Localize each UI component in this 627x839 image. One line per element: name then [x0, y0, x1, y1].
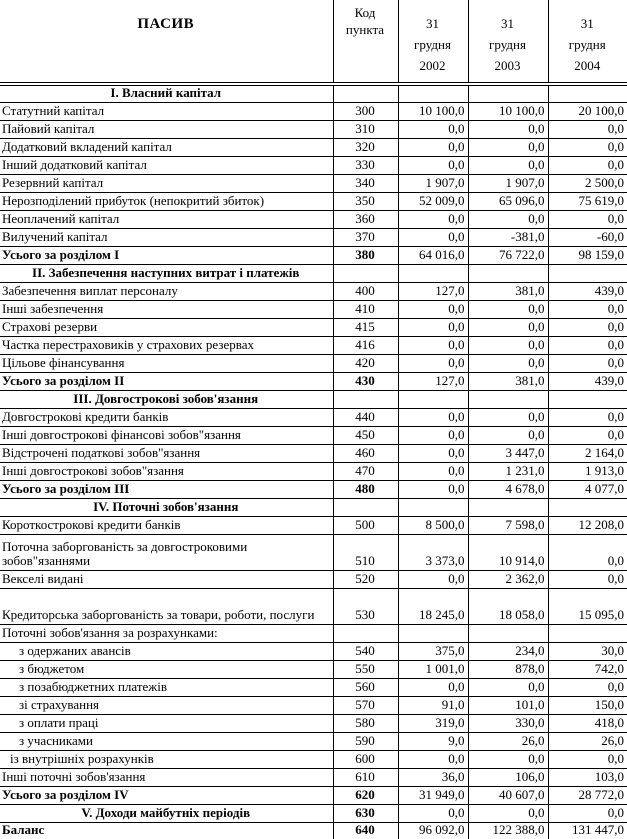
row-value-2004	[548, 84, 627, 103]
row-value-2004: 30,0	[548, 643, 627, 661]
row-value-2003	[468, 265, 548, 283]
row-code: 320	[333, 139, 398, 157]
row-label: з одержаних авансів	[0, 643, 333, 661]
table-row	[0, 643, 627, 661]
row-value-2003: 76 722,0	[468, 247, 548, 265]
row-value-2004: 0,0	[548, 139, 627, 157]
row-value-2004: 439,0	[548, 283, 627, 301]
row-value-2003: 0,0	[468, 409, 548, 427]
table-row	[0, 751, 627, 769]
row-value-2003: 101,0	[468, 697, 548, 715]
row-value-2003: 1 231,0	[468, 463, 548, 481]
row-value-2003: 0,0	[468, 751, 548, 769]
row-value-2003: 0,0	[468, 157, 548, 175]
table-row	[0, 175, 627, 193]
row-value-2002	[398, 625, 468, 643]
row-value-2002: 319,0	[398, 715, 468, 733]
row-label: І. Власний капітал	[0, 84, 333, 103]
row-value-2002: 0,0	[398, 445, 468, 463]
row-label: Усього за розділом ІІ	[0, 373, 333, 391]
row-code: 440	[333, 409, 398, 427]
table-row	[0, 265, 627, 283]
table-row	[0, 535, 627, 571]
row-value-2004: -60,0	[548, 229, 627, 247]
row-value-2002	[398, 499, 468, 517]
table-row	[0, 823, 627, 839]
row-label: Векселі видані	[0, 571, 333, 589]
row-value-2004: 103,0	[548, 769, 627, 787]
row-value-2003: 7 598,0	[468, 517, 548, 535]
table-row	[0, 787, 627, 805]
row-label: Резервний капітал	[0, 175, 333, 193]
row-label: Баланс	[0, 823, 333, 839]
row-value-2003: 330,0	[468, 715, 548, 733]
row-code: 300	[333, 103, 398, 121]
row-value-2004	[548, 391, 627, 409]
row-value-2002	[398, 84, 468, 103]
row-value-2002: 1 001,0	[398, 661, 468, 679]
row-value-2002: 0,0	[398, 571, 468, 589]
table-row	[0, 247, 627, 265]
row-code: 330	[333, 157, 398, 175]
row-value-2002: 10 100,0	[398, 103, 468, 121]
row-value-2002: 0,0	[398, 805, 468, 823]
row-code: 620	[333, 787, 398, 805]
table-row	[0, 84, 627, 103]
row-value-2002: 0,0	[398, 121, 468, 139]
row-value-2002: 0,0	[398, 301, 468, 319]
row-value-2003: 0,0	[468, 337, 548, 355]
year-value: 2004	[574, 58, 601, 73]
row-value-2004: 0,0	[548, 535, 627, 571]
row-label: із внутрішніх розрахунків	[0, 751, 333, 769]
row-value-2002	[398, 265, 468, 283]
row-label: Додатковий вкладений капітал	[0, 139, 333, 157]
table-row	[0, 301, 627, 319]
table-row	[0, 517, 627, 535]
row-value-2003: 122 388,0	[468, 823, 548, 839]
table-row	[0, 733, 627, 751]
column-header-passiv: ПАСИВ	[0, 0, 333, 84]
row-value-2002: 0,0	[398, 337, 468, 355]
row-value-2004: 0,0	[548, 121, 627, 139]
row-label: Інші забезпечення	[0, 301, 333, 319]
row-value-2004: 0,0	[548, 571, 627, 589]
row-value-2003: 0,0	[468, 211, 548, 229]
row-label: Інші поточні зобов'язання	[0, 769, 333, 787]
row-code: 640	[333, 823, 398, 839]
table-row	[0, 571, 627, 589]
table-row	[0, 661, 627, 679]
row-value-2004: 418,0	[548, 715, 627, 733]
row-value-2004	[548, 265, 627, 283]
row-code: 415	[333, 319, 398, 337]
row-value-2002: 127,0	[398, 373, 468, 391]
table-row	[0, 103, 627, 121]
row-value-2003: -381,0	[468, 229, 548, 247]
row-label: Забезпечення виплат персоналу	[0, 283, 333, 301]
row-code: 420	[333, 355, 398, 373]
row-value-2003: 0,0	[468, 355, 548, 373]
table-row	[0, 373, 627, 391]
row-value-2004: 0,0	[548, 751, 627, 769]
row-value-2002: 1 907,0	[398, 175, 468, 193]
row-label: з бюджетом	[0, 661, 333, 679]
row-value-2004: 2 500,0	[548, 175, 627, 193]
year-day: 31	[501, 16, 514, 31]
row-value-2002: 0,0	[398, 427, 468, 445]
row-label: Інші довгострокові зобов"язання	[0, 463, 333, 481]
row-label: Довгострокові кредити банків	[0, 409, 333, 427]
row-value-2004: 4 077,0	[548, 481, 627, 499]
row-value-2003	[468, 499, 548, 517]
table-row	[0, 769, 627, 787]
row-code: 470	[333, 463, 398, 481]
row-value-2004: 28 772,0	[548, 787, 627, 805]
row-label: Вилучений капітал	[0, 229, 333, 247]
row-value-2002: 0,0	[398, 319, 468, 337]
row-value-2004: 12 208,0	[548, 517, 627, 535]
table-header-row	[0, 0, 627, 84]
row-label: Кредиторська заборгованість за товари, роботи, послуги	[0, 589, 333, 625]
row-value-2003: 0,0	[468, 805, 548, 823]
row-value-2003: 1 907,0	[468, 175, 548, 193]
row-value-2002: 31 949,0	[398, 787, 468, 805]
row-value-2004: 20 100,0	[548, 103, 627, 121]
row-value-2004: 742,0	[548, 661, 627, 679]
table-row	[0, 391, 627, 409]
row-code: 570	[333, 697, 398, 715]
table-row	[0, 463, 627, 481]
table-row	[0, 589, 627, 625]
row-value-2002: 0,0	[398, 463, 468, 481]
row-label: ІІІ. Довгострокові зобов'язання	[0, 391, 333, 409]
row-value-2003: 10 100,0	[468, 103, 548, 121]
row-code	[333, 625, 398, 643]
row-code: 600	[333, 751, 398, 769]
table-row	[0, 337, 627, 355]
row-value-2002: 18 245,0	[398, 589, 468, 625]
table-row	[0, 409, 627, 427]
row-value-2002	[398, 391, 468, 409]
row-value-2002: 0,0	[398, 355, 468, 373]
row-label: Поточна заборгованість за довгостроковими зобов"язаннями	[0, 535, 333, 571]
row-value-2002: 3 373,0	[398, 535, 468, 571]
row-code	[333, 391, 398, 409]
table-row	[0, 715, 627, 733]
row-label: V. Доходи майбутніх періодів	[0, 805, 333, 823]
table-row	[0, 211, 627, 229]
row-value-2003	[468, 84, 548, 103]
row-value-2003: 878,0	[468, 661, 548, 679]
row-value-2002: 375,0	[398, 643, 468, 661]
row-value-2004: 15 095,0	[548, 589, 627, 625]
row-label: Відстрочені податкові зобов"язання	[0, 445, 333, 463]
year-value: 2003	[494, 58, 521, 73]
table-row	[0, 355, 627, 373]
row-code: 480	[333, 481, 398, 499]
row-value-2004: 75 619,0	[548, 193, 627, 211]
row-value-2003: 0,0	[468, 427, 548, 445]
row-code: 350	[333, 193, 398, 211]
row-code: 360	[333, 211, 398, 229]
row-code: 550	[333, 661, 398, 679]
row-code	[333, 84, 398, 103]
row-value-2002: 0,0	[398, 211, 468, 229]
row-code: 560	[333, 679, 398, 697]
table-row	[0, 625, 627, 643]
row-value-2003: 2 362,0	[468, 571, 548, 589]
year-value: 2002	[419, 58, 446, 73]
row-value-2004: 0,0	[548, 157, 627, 175]
row-value-2002: 96 092,0	[398, 823, 468, 839]
row-value-2002: 64 016,0	[398, 247, 468, 265]
table-row	[0, 697, 627, 715]
table-row	[0, 283, 627, 301]
row-value-2003: 0,0	[468, 139, 548, 157]
table-row	[0, 139, 627, 157]
row-value-2004: 0,0	[548, 211, 627, 229]
row-value-2003	[468, 625, 548, 643]
row-label: Усього за розділом IV	[0, 787, 333, 805]
row-value-2004: 1 913,0	[548, 463, 627, 481]
row-value-2002: 52 009,0	[398, 193, 468, 211]
row-value-2002: 0,0	[398, 157, 468, 175]
row-code: 380	[333, 247, 398, 265]
row-value-2003: 106,0	[468, 769, 548, 787]
column-header-2002	[398, 0, 468, 84]
row-code	[333, 499, 398, 517]
row-label: IV. Поточні зобов'язання	[0, 499, 333, 517]
row-code: 530	[333, 589, 398, 625]
row-code: 310	[333, 121, 398, 139]
row-value-2004: 0,0	[548, 409, 627, 427]
year-day: 31	[580, 16, 594, 31]
row-label: Короткострокові кредити банків	[0, 517, 333, 535]
row-code: 500	[333, 517, 398, 535]
row-code: 370	[333, 229, 398, 247]
row-code: 340	[333, 175, 398, 193]
row-value-2004: 0,0	[548, 337, 627, 355]
row-code: 410	[333, 301, 398, 319]
row-value-2003: 10 914,0	[468, 535, 548, 571]
row-value-2003: 0,0	[468, 301, 548, 319]
row-code: 610	[333, 769, 398, 787]
row-value-2004: 0,0	[548, 319, 627, 337]
table-row	[0, 121, 627, 139]
table-row	[0, 157, 627, 175]
row-label: Статутний капітал	[0, 103, 333, 121]
row-label: Інший додатковий капітал	[0, 157, 333, 175]
row-label: Страхові резерви	[0, 319, 333, 337]
column-header-2003	[468, 0, 548, 84]
row-value-2002: 0,0	[398, 409, 468, 427]
table-row	[0, 805, 627, 823]
row-code: 510	[333, 535, 398, 571]
row-value-2004: 0,0	[548, 679, 627, 697]
row-value-2003: 3 447,0	[468, 445, 548, 463]
row-label: ІІ. Забезпечення наступних витрат і платежів	[0, 265, 333, 283]
table-row	[0, 445, 627, 463]
row-value-2004: 26,0	[548, 733, 627, 751]
row-label: зі страхування	[0, 697, 333, 715]
year-month: грудня	[568, 37, 606, 52]
row-value-2002: 0,0	[398, 751, 468, 769]
row-value-2003: 18 058,0	[468, 589, 548, 625]
row-label: Пайовий капітал	[0, 121, 333, 139]
row-value-2004: 0,0	[548, 427, 627, 445]
row-value-2004: 0,0	[548, 301, 627, 319]
table-row	[0, 499, 627, 517]
row-value-2004: 98 159,0	[548, 247, 627, 265]
row-value-2003: 40 607,0	[468, 787, 548, 805]
row-value-2003: 0,0	[468, 319, 548, 337]
row-code	[333, 265, 398, 283]
row-value-2002: 127,0	[398, 283, 468, 301]
table-row	[0, 193, 627, 211]
row-value-2003: 0,0	[468, 679, 548, 697]
row-value-2002: 0,0	[398, 139, 468, 157]
row-value-2004: 0,0	[548, 805, 627, 823]
row-label: з учасниками	[0, 733, 333, 751]
row-label: Інші довгострокові фінансові зобов"язання	[0, 427, 333, 445]
row-label: Нерозподілений прибуток (непокритий збиток)	[0, 193, 333, 211]
row-label: Цільове фінансування	[0, 355, 333, 373]
table-row	[0, 319, 627, 337]
year-day: 31	[426, 16, 439, 31]
table-row	[0, 679, 627, 697]
row-code: 540	[333, 643, 398, 661]
row-code: 430	[333, 373, 398, 391]
column-header-code: Код пункта	[333, 0, 398, 84]
row-label: з оплати праці	[0, 715, 333, 733]
row-value-2002: 9,0	[398, 733, 468, 751]
row-value-2004: 439,0	[548, 373, 627, 391]
row-label: Поточні зобов'язання за розрахунками:	[0, 625, 333, 643]
row-value-2004	[548, 499, 627, 517]
row-value-2002: 0,0	[398, 229, 468, 247]
row-value-2003: 234,0	[468, 643, 548, 661]
row-code: 630	[333, 805, 398, 823]
table-row	[0, 229, 627, 247]
year-month: грудня	[489, 37, 526, 52]
row-value-2004: 2 164,0	[548, 445, 627, 463]
row-value-2003: 26,0	[468, 733, 548, 751]
row-value-2002: 0,0	[398, 679, 468, 697]
year-month: грудня	[414, 37, 451, 52]
table-row	[0, 481, 627, 499]
row-value-2003: 4 678,0	[468, 481, 548, 499]
row-value-2002: 91,0	[398, 697, 468, 715]
row-label: Неоплачений капітал	[0, 211, 333, 229]
row-value-2003: 381,0	[468, 283, 548, 301]
row-code: 450	[333, 427, 398, 445]
table-row	[0, 427, 627, 445]
row-value-2002: 0,0	[398, 481, 468, 499]
row-code: 400	[333, 283, 398, 301]
row-value-2003: 381,0	[468, 373, 548, 391]
row-code: 580	[333, 715, 398, 733]
row-value-2004: 0,0	[548, 355, 627, 373]
row-value-2004: 131 447,0	[548, 823, 627, 839]
row-code: 520	[333, 571, 398, 589]
column-header-2004	[548, 0, 627, 84]
row-value-2003	[468, 391, 548, 409]
row-label: Усього за розділом І	[0, 247, 333, 265]
row-value-2002: 8 500,0	[398, 517, 468, 535]
row-code: 460	[333, 445, 398, 463]
row-value-2004	[548, 625, 627, 643]
row-value-2002: 36,0	[398, 769, 468, 787]
row-value-2003: 65 096,0	[468, 193, 548, 211]
row-label: Усього за розділом ІІІ	[0, 481, 333, 499]
row-value-2003: 0,0	[468, 121, 548, 139]
row-code: 416	[333, 337, 398, 355]
row-label: з позабюджетних платежів	[0, 679, 333, 697]
row-label: Частка перестраховиків у страхових резервах	[0, 337, 333, 355]
row-value-2004: 150,0	[548, 697, 627, 715]
row-code: 590	[333, 733, 398, 751]
